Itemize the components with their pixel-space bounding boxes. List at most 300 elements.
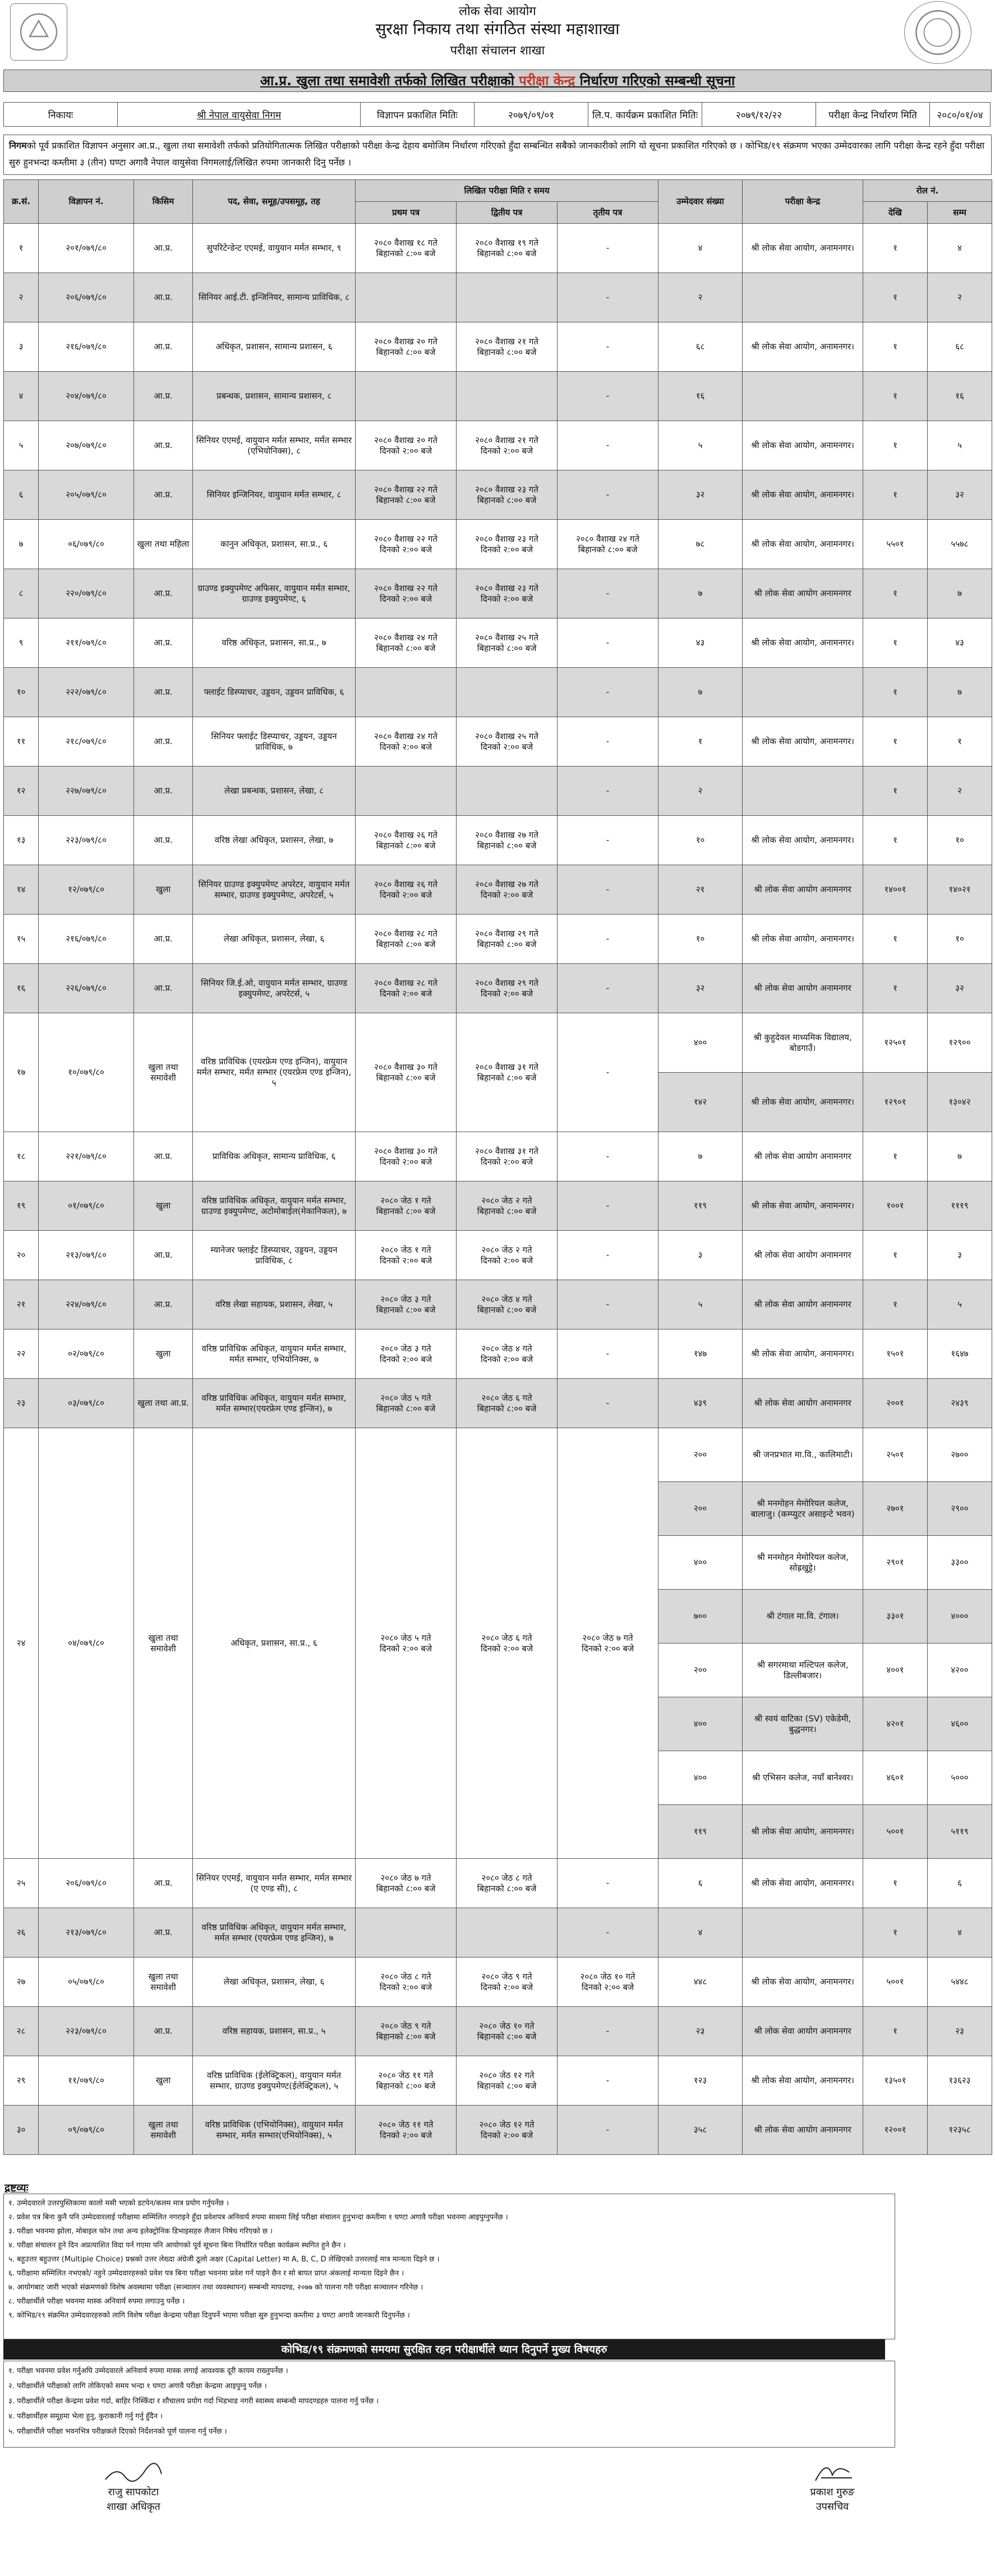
row-paper-3: - [558, 224, 658, 273]
row-roll-from: १ [863, 372, 928, 421]
row-paper-3: २०८० जेठ १० गते दिनको २:०० बजे [558, 1958, 658, 2007]
row-adv-no: २२४/०७९/८० [39, 1280, 134, 1329]
row-paper-1: २०८० वैशाख २० गते बिहानको ८:०० बजे [356, 322, 457, 372]
row-roll-to: २४३९ [928, 1379, 992, 1428]
row-roll-to: ५ [928, 421, 992, 470]
row-adv-no: २०१/०७९/८० [39, 224, 134, 273]
footnote-item: ३. परीक्षा भवनमा झोला, मोबाइल फोन तथा अन्य इलेक्ट्रोनिक डिभाइसहरु लैजान निषेध गरिएको छ । [8, 2227, 273, 2236]
row-count: ४ [658, 1908, 743, 1958]
row-paper-2: २०८० जेठ २ गते बिहानको ८:०० बजे [457, 1181, 558, 1231]
row-count: ४३९ [658, 1379, 743, 1428]
col-header-type: किसिम [134, 180, 193, 224]
row-paper-2: २०८० जेठ १२ गते दिनको २:०० बजे [457, 2106, 558, 2155]
row-center: श्री लोक सेवा आयोग, अनामनगर। [743, 915, 863, 964]
row-paper-2 [457, 668, 558, 717]
row-roll-to: २ [928, 767, 992, 816]
row-count: ११९ [658, 1181, 743, 1231]
row-paper-2: २०८० जेठ ६ गते दिनको २:०० बजे [457, 1428, 558, 1859]
row-adv-no: १०/०७९/८० [39, 1013, 134, 1132]
footnote-item: १. उम्मेदवारले उत्तरपुस्तिकामा कालो मसी भएको डटपेन/कलम मात्र प्रयोग गर्नुपर्नेछ । [8, 2199, 229, 2208]
row-center: श्री सगरमाथा मल्टिपल कलेज, डिल्लीबजार। [743, 1644, 863, 1697]
row-count: ७ [658, 1132, 743, 1181]
org-label: निकायः [4, 103, 118, 127]
row-count: ११९ [658, 1805, 743, 1859]
row-type: खुला तथा समावेशी [134, 1428, 193, 1859]
row-paper-2: २०८० वैशाख २५ गते बिहानको ८:०० बजे [457, 618, 558, 668]
row-paper-1: २०८० वैशाख २६ गते बिहानको ८:०० बजे [356, 816, 457, 865]
table-row [4, 322, 992, 372]
row-post: वरिष्ठ प्राविधिक अधिकृत, वायुयान मर्मत सम्भार, मर्मत सम्भार (एयरफ्रेम एण्ड इन्जिन), ७ [193, 1908, 356, 1958]
center-date-value: २०८०/०१/०४ [930, 103, 991, 127]
row-center: श्री लोक सेवा आयोग, अनामनगर। [743, 470, 863, 520]
row-sn: २० [4, 1231, 39, 1280]
row-type: आ.प्र. [134, 668, 193, 717]
footnote-title: द्रष्टव्यः [4, 2182, 29, 2194]
row-sn: २५ [4, 1859, 39, 1908]
footnote-item: ७. आयोगबाट जारी भएको संक्रमणको विशेष अवस्थामा परीक्षा (सञ्चालन तथा व्यवस्थापन) सम्बन्धी मापदण्ड, २०७७ को पालना गरी परीक्षा सञ्चालन गरिनेछ । [8, 2283, 423, 2292]
row-center: श्री स्वयं वाटिका (SV) एकेडेमी, बुद्धनगर। [743, 1697, 863, 1751]
header-line-3: परीक्षा संचालन शाखा [450, 44, 545, 58]
row-roll-from: १ [863, 224, 928, 273]
row-roll-to: ५००० [928, 1751, 992, 1805]
row-roll-from: १ [863, 1908, 928, 1958]
row-count: ३५८ [658, 2106, 743, 2155]
row-paper-1: २०८० जेठ ९ गते बिहानको ८:०० बजे [356, 2007, 457, 2056]
row-adv-no: २११/०७९/८० [39, 618, 134, 668]
covid-item: ४. परीक्षार्थीहरु समूहमा भेला हुनु, कुराकानी गर्नु गर्नु हुँदैन । [8, 2412, 163, 2421]
header [0, 0, 995, 67]
row-count: १४२ [658, 1073, 743, 1132]
row-adv-no: २२१/०७९/८० [39, 1132, 134, 1181]
row-paper-1: २०८० वैशाख २४ गते बिहानको ८:०० बजे [356, 618, 457, 668]
signature-left-name: राजु सापकोटा [108, 2486, 159, 2498]
row-adv-no: २१६/०७९/८० [39, 915, 134, 964]
col-header-center: परीक्षा केन्द्र [743, 180, 863, 224]
footnote-item: ५. बहुउत्तर बहुउत्तर (Multiple Choice) प्रश्नको उत्तर लेख्दा अंग्रेजी ठूलो अक्षर (Capital Letter) मा A, B, C, D लेखिएको उत्तरलाई मात्र मान्यता दिइने छ । [8, 2255, 440, 2264]
row-roll-to: ४६०० [928, 1697, 992, 1751]
row-paper-1 [356, 273, 457, 322]
row-center: श्री लोक सेवा आयोग, अनामनगर। [743, 816, 863, 865]
row-paper-1: २०८० वैशाख २६ गते दिनको २:०० बजे [356, 865, 457, 915]
row-adv-no: २१६/०७९/८० [39, 322, 134, 372]
footnote-item: २. प्रवेश पत्र बिना कुनै पनि उम्मेदवारलाई परीक्षामा सम्मिलित नगराइने हुँदा प्रवेशपत्र अनिवार्य रुपमा साथमा लिई परीक्षा संचालन हुनुभन्दा कम्तीमा १ घण्टा अगावै परीक्षा भवनमा आइपुग्नुपर्नेछ । [8, 2213, 508, 2222]
row-type: खुला तथा आ.प्र. [134, 1379, 193, 1428]
row-paper-1: २०८० जेठ ३ गते दिनको २:०० बजे [356, 1329, 457, 1379]
row-adv-no: २२२/०७९/८० [39, 668, 134, 717]
row-sn: ७ [4, 520, 39, 569]
table-row [4, 1428, 992, 1482]
row-center [743, 372, 863, 421]
row-roll-to: २३ [928, 2007, 992, 2056]
row-paper-3: - [558, 322, 658, 372]
row-paper-1: २०८० जेठ ११ गते दिनको २:०० बजे [356, 2106, 457, 2155]
row-post: वरिष्ठ लेखा सहायक, प्रशासन, लेखा, ५ [193, 1280, 356, 1329]
row-paper-3: - [558, 767, 658, 816]
row-roll-from: ५००१ [863, 1958, 928, 2007]
row-paper-1: २०८० जेठ ३ गते बिहानको ८:०० बजे [356, 1280, 457, 1329]
row-post: वरिष्ठ प्राविधिक अधिकृत, वायुयान मर्मत सम्भार, ग्राउण्ड इक्युपमेण्ट, अटोमोबाईल(मेकानिकल), ७ [193, 1181, 356, 1231]
covid-list [3, 2361, 895, 2448]
row-roll-to: १११९ [928, 1181, 992, 1231]
table-row [4, 1181, 992, 1231]
col-header-roll-group: रोल नं. [863, 180, 992, 202]
row-roll-from: १ [863, 964, 928, 1013]
row-type: आ.प्र. [134, 964, 193, 1013]
row-count: ३२ [658, 964, 743, 1013]
row-type: आ.प्र. [134, 618, 193, 668]
row-sn: १ [4, 224, 39, 273]
col-header-paper-1: प्रथम पत्र [356, 202, 457, 224]
row-type: आ.प्र. [134, 1908, 193, 1958]
row-paper-3: - [558, 2056, 658, 2106]
row-center: श्री लोक सेवा आयोग, अनामनगर। [743, 1958, 863, 2007]
row-sn: १५ [4, 915, 39, 964]
row-roll-to: १ [928, 717, 992, 767]
row-center: श्री लोक सेवा आयोग, अनामनगर। [743, 520, 863, 569]
table-row [4, 915, 992, 964]
row-post: ग्राउण्ड इक्युपमेण्ट अफिसर, वायुयान मर्मत सम्भार, ग्राउण्ड इक्युपमेण्ट, ६ [193, 569, 356, 618]
row-count: २ [658, 767, 743, 816]
row-adv-no: २१८/०७९/८० [39, 717, 134, 767]
col-header-post: पद, सेवा, समूह/उपसमूह, तह [193, 180, 356, 224]
row-center: श्री लोक सेवा आयोग, अनामनगर। [743, 1329, 863, 1379]
row-count: ६ [658, 1859, 743, 1908]
row-post: सिनियर एएमई, वायुयान मर्मत सम्भार, मर्मत सम्भार (ए एण्ड सी), ८ [193, 1859, 356, 1908]
row-post: सुपरिटेन्डेन्ट एएमई, वायुयान मर्मत सम्भार, ९ [193, 224, 356, 273]
row-paper-2: २०८० वैशाख १९ गते बिहानको ८:०० बजे [457, 224, 558, 273]
row-count: ४४८ [658, 1958, 743, 2007]
row-adv-no: ०६/०७९/८० [39, 520, 134, 569]
row-roll-from: ३३०१ [863, 1590, 928, 1644]
row-roll-to: १२९०० [928, 1013, 992, 1073]
table-row [4, 520, 992, 569]
row-paper-2: २०८० वैशाख २१ गते दिनको २:०० बजे [457, 421, 558, 470]
row-paper-1 [356, 372, 457, 421]
row-sn: १६ [4, 964, 39, 1013]
row-paper-3: - [558, 1329, 658, 1379]
table-row [4, 717, 992, 767]
row-sn: ३ [4, 322, 39, 372]
row-type: आ.प्र. [134, 569, 193, 618]
intro-note [3, 135, 992, 175]
table-row [4, 1958, 992, 2007]
row-post: फ्लाईट डिस्प्याचर, उड्डयन, उड्डयन प्राविधिक, ६ [193, 668, 356, 717]
row-paper-1: २०८० वैशाख २० गते दिनको २:०० बजे [356, 421, 457, 470]
row-center: श्री लोक सेवा आयोग, अनामनगर। [743, 1859, 863, 1908]
signature-right [776, 2458, 888, 2514]
org-value: श्री नेपाल वायुसेवा निगम [118, 103, 361, 127]
row-sn: ११ [4, 717, 39, 767]
row-paper-3: - [558, 865, 658, 915]
row-type: आ.प्र. [134, 1132, 193, 1181]
table-row [4, 1329, 992, 1379]
row-center: श्री लोक सेवा आयोग, अनामनगर। [743, 2056, 863, 2106]
row-post: सिनियर इन्जिनियर, वायुयान मर्मत सम्भार, ८ [193, 470, 356, 520]
table-row [4, 273, 992, 322]
row-center: श्री जनप्रभात मा.वि., कालिमाटी। [743, 1428, 863, 1482]
row-post: वरिष्ठ अधिकृत, प्रशासन, सा.प्र., ७ [193, 618, 356, 668]
exam-schedule-table [3, 179, 992, 2155]
row-post: वरिष्ठ प्राविधिक (एयरफ्रेम एण्ड इन्जिन), वायुयान मर्मत सम्भार, मर्मत सम्भार (एयरफ्रेम एण्ड इन्जिन), ५ [193, 1013, 356, 1132]
row-paper-2 [457, 372, 558, 421]
row-type: आ.प्र. [134, 421, 193, 470]
row-paper-3: - [558, 1132, 658, 1181]
row-count: १४७ [658, 1329, 743, 1379]
row-count: १ [658, 717, 743, 767]
row-post: सिनियर ग्राउण्ड इक्युपमेण्ट अपरेटर, वायुयान मर्मत सम्भार, ग्राउण्ड इक्युपमेण्ट, अपरेटर्स, ५ [193, 865, 356, 915]
row-paper-2: २०८० वैशाख २१ गते बिहानको ८:०० बजे [457, 322, 558, 372]
row-post: वरिष्ठ प्राविधिक अधिकृत, वायुयान मर्मत सम्भार, मर्मत सम्भार(एयरफ्रेम एण्ड इन्जिन), ७ [193, 1379, 356, 1428]
row-adv-no: २१३/०७९/८० [39, 1908, 134, 1958]
row-type: आ.प्र. [134, 273, 193, 322]
row-paper-3: - [558, 1908, 658, 1958]
row-roll-to: ६ [928, 1859, 992, 1908]
row-paper-2: २०८० वैशाख २९ गते दिनको २:०० बजे [457, 964, 558, 1013]
row-roll-to: ५५७८ [928, 520, 992, 569]
row-roll-to: ४२०० [928, 1644, 992, 1697]
note-text: को पूर्व प्रकाशित विज्ञापन अनुसार आ.प्र., खुला तथा समावेशी तर्फको प्रतियोगितात्मक लिखित परीक्षाको परीक्षा केन्द्र देहाय बमोजिम निर्धारण गरिएको हुँदा सम्बन्धित सबैको जानकारीको लागि यो सूचना प्रकाशित गरिएको छ । कोभिड/१९ संक्रमण भएका उम्मेदवारका लागि परीक्षा केन्द्र रहने हुँदा परीक्षा सुरु हुनभन्दा कम्तीमा ३ (तीन) घण्टा अगावै नेपाल वायुसेवा निगमलाई/लिखित रुपमा जानकारी दिनु पर्नेछ । [9, 140, 985, 168]
row-paper-2: २०८० जेठ ६ गते बिहानको ८:०० बजे [457, 1379, 558, 1428]
row-paper-3: - [558, 2007, 658, 2056]
row-adv-no: ११/०७९/८० [39, 2056, 134, 2106]
row-count: २०० [658, 1482, 743, 1536]
signature-right-name: प्रकाश गुरुङ [810, 2486, 855, 2498]
row-count: ५ [658, 421, 743, 470]
row-sn: १३ [4, 816, 39, 865]
row-roll-to: ३३०० [928, 1536, 992, 1590]
row-center: श्री लोक सेवा आयोग, अनामनगर। [743, 224, 863, 273]
row-sn: १८ [4, 1132, 39, 1181]
row-post: लेखा अधिकृत, प्रशासन, लेखा, ६ [193, 915, 356, 964]
row-roll-from: १ [863, 618, 928, 668]
row-roll-from: १ [863, 1132, 928, 1181]
row-type: आ.प्र. [134, 1859, 193, 1908]
col-header-paper-2: द्वितीय पत्र [457, 202, 558, 224]
row-paper-3: - [558, 618, 658, 668]
row-post: लेखा प्रबन्धक, प्रशासन, लेखा, ८ [193, 767, 356, 816]
adv-date-value: २०७९/०९/०१ [475, 103, 588, 127]
row-paper-1: २०८० वैशाख ३० गते दिनको २:०० बजे [356, 1132, 457, 1181]
row-paper-3: - [558, 1181, 658, 1231]
row-count: ४०० [658, 1751, 743, 1805]
row-adv-no: ०५/०७९/८० [39, 1958, 134, 2007]
row-type: आ.प्र. [134, 1231, 193, 1280]
row-roll-from: १ [863, 1859, 928, 1908]
row-roll-from: ४००१ [863, 1644, 928, 1697]
row-center: श्री लोक सेवा आयोग, अनामनगर। [743, 717, 863, 767]
row-roll-from: १ [863, 717, 928, 767]
row-roll-from: २५०१ [863, 1428, 928, 1482]
row-roll-from: १२५०१ [863, 1013, 928, 1073]
row-roll-from: १२००१ [863, 2106, 928, 2155]
row-post: प्रबन्धक, प्रशासन, सामान्य प्रशासन, ८ [193, 372, 356, 421]
row-center: श्री कुहुदेवल माध्यमिक विद्यालय, बोडगाउँ। [743, 1013, 863, 1073]
row-roll-to: ३२ [928, 964, 992, 1013]
row-roll-to: १६ [928, 372, 992, 421]
row-roll-to: १० [928, 915, 992, 964]
row-center: श्री टंगाल मा.वि. टंगाल। [743, 1590, 863, 1644]
row-roll-from: १ [863, 1231, 928, 1280]
row-roll-to: १२३५८ [928, 2106, 992, 2155]
row-count: ३ [658, 1231, 743, 1280]
table-row [4, 1231, 992, 1280]
row-sn: १९ [4, 1181, 39, 1231]
row-center: श्री मनमोहन मेमोरियल कलेज, बालाजु। (कम्प्युटर असाइन्टे भवन) [743, 1482, 863, 1536]
row-paper-1: २०८० जेठ ८ गते दिनको २:०० बजे [356, 1958, 457, 2007]
header-line-2: सुरक्षा निकाय तथा संगठित संस्था महाशाखा [375, 20, 620, 38]
row-type: आ.प्र. [134, 2007, 193, 2056]
row-paper-3: - [558, 1379, 658, 1428]
row-center [743, 668, 863, 717]
table-row [4, 1132, 992, 1181]
notice-title [3, 70, 992, 92]
row-sn: २१ [4, 1280, 39, 1329]
row-roll-to: ५११९ [928, 1805, 992, 1859]
row-roll-from: २७०१ [863, 1482, 928, 1536]
row-type: आ.प्र. [134, 767, 193, 816]
row-adv-no: २२७/०७९/८० [39, 767, 134, 816]
row-paper-2: २०८० वैशाख २५ गते दिनको २:०० बजे [457, 717, 558, 767]
row-paper-1: २०८० जेठ ११ गते बिहानको ८:०० बजे [356, 2056, 457, 2106]
row-paper-3: - [558, 964, 658, 1013]
row-sn: १४ [4, 865, 39, 915]
row-paper-3: - [558, 717, 658, 767]
row-paper-2 [457, 1908, 558, 1958]
row-roll-from: १००१ [863, 1181, 928, 1231]
row-adv-no: २०४/०७९/८० [39, 372, 134, 421]
row-count: ४०० [658, 1013, 743, 1073]
row-roll-to: १६४७ [928, 1329, 992, 1379]
row-paper-3: - [558, 1859, 658, 1908]
row-paper-2: २०८० वैशाख २३ गते बिहानको ८:०० बजे [457, 470, 558, 520]
info-row [3, 102, 991, 127]
row-count: २३ [658, 2007, 743, 2056]
row-roll-from: ५००१ [863, 1805, 928, 1859]
row-center: श्री लोक सेवा आयोग अनामनगर [743, 1280, 863, 1329]
row-paper-2: २०८० जेठ ४ गते बिहानको ८:०० बजे [457, 1280, 558, 1329]
row-paper-1 [356, 1908, 457, 1958]
row-type: खुला तथा महिला [134, 520, 193, 569]
row-post: वरिष्ठ प्राविधिक अधिकृत, वायुयान मर्मत सम्भार, मर्मत सम्भार, एभियोनिक्स, ७ [193, 1329, 356, 1379]
row-roll-to: ३२ [928, 470, 992, 520]
row-roll-from: ५५०१ [863, 520, 928, 569]
row-roll-from: १५०१ [863, 1329, 928, 1379]
row-post: सिनियर एएमई, वायुयान मर्मत सम्भार, मर्मत सम्भार (एभियोनिक्स), ८ [193, 421, 356, 470]
row-adv-no: २०७/०७९/८० [39, 421, 134, 470]
row-sn: ८ [4, 569, 39, 618]
row-type: खुला [134, 1329, 193, 1379]
row-center [743, 273, 863, 322]
row-roll-from: २९०१ [863, 1536, 928, 1590]
row-paper-2: २०८० वैशाख २३ गते दिनको २:०० बजे [457, 520, 558, 569]
row-paper-1: २०८० वैशाख २८ गते दिनको २:०० बजे [356, 964, 457, 1013]
row-type: खुला [134, 865, 193, 915]
row-roll-to: १४०२१ [928, 865, 992, 915]
col-header-roll-to: सम्म [928, 202, 992, 224]
row-paper-1: २०८० वैशाख ३० गते बिहानको ८:०० बजे [356, 1013, 457, 1132]
row-adv-no: २०६/०७९/८० [39, 1859, 134, 1908]
row-center: श्री लोक सेवा आयोग अनामनगर [743, 1132, 863, 1181]
covid-title: कोभिड/१९ संक्रमणको समयमा सुरक्षित रहन परीक्षार्थीले ध्यान दिनुपर्ने मुख्य विषयहरु [3, 2339, 885, 2360]
row-center: श्री लोक सेवा आयोग, अनामनगर। [743, 1805, 863, 1859]
col-header-adv-no: विज्ञापन नं. [39, 180, 134, 224]
title-part-red: परीक्षा केन्द्र [519, 73, 575, 89]
covid-item: ५. परीक्षार्थीले परीक्षा भवनभित्र परीक्षकले दिएको निर्देशनको पूर्ण पालना गर्नु पर्नेछ । [8, 2427, 227, 2436]
row-type: आ.प्र. [134, 470, 193, 520]
table-row [4, 767, 992, 816]
table-row [4, 2106, 992, 2155]
signature-right-icon [799, 2458, 866, 2485]
row-count: ४०० [658, 1536, 743, 1590]
row-count: १० [658, 816, 743, 865]
row-paper-3: - [558, 915, 658, 964]
row-paper-2: २०८० जेठ १२ गते बिहानको ८:०० बजे [457, 2056, 558, 2106]
row-adv-no: ०१/०७९/८० [39, 1181, 134, 1231]
row-paper-1: २०८० वैशाख २२ गते दिनको २:०० बजे [356, 569, 457, 618]
row-paper-1: २०८० वैशाख १८ गते बिहानको ८:०० बजे [356, 224, 457, 273]
row-center: श्री लोक सेवा आयोग अनामनगर [743, 1231, 863, 1280]
row-paper-2: २०८० वैशाख २७ गते दिनको २:०० बजे [457, 865, 558, 915]
row-adv-no: ०२/०७९/८० [39, 1329, 134, 1379]
row-sn: २४ [4, 1428, 39, 1859]
psc-seal-icon [904, 1, 971, 64]
covid-item: ३. परीक्षार्थीले परीक्षा केन्द्रमा प्रवेश गर्दा, बाहिर निस्किँदा र शौचालय प्रयोग गर्दा भिडभाड नगरी स्वास्थ्य सम्बन्धी मापदण्डहरु पालना गर्नु पर्नेछ । [8, 2397, 379, 2406]
row-roll-to: ४००० [928, 1590, 992, 1644]
row-center: श्री लोक सेवा आयोग अनामनगर [743, 2007, 863, 2056]
row-paper-3: - [558, 421, 658, 470]
row-count: २०० [658, 1644, 743, 1697]
row-sn: २८ [4, 2007, 39, 2056]
row-roll-to: ४ [928, 224, 992, 273]
row-roll-from: १ [863, 470, 928, 520]
row-roll-from: १ [863, 421, 928, 470]
row-roll-from: १ [863, 2007, 928, 2056]
row-count: ७ [658, 668, 743, 717]
table-row [4, 618, 992, 668]
row-paper-2: २०८० वैशाख २३ गते दिनको २:०० बजे [457, 569, 558, 618]
row-paper-2 [457, 273, 558, 322]
row-roll-to: ५ [928, 1280, 992, 1329]
row-center: श्री लोक सेवा आयोग अनामनगर [743, 569, 863, 618]
signature-left [77, 2463, 190, 2514]
row-paper-3: - [558, 2106, 658, 2155]
row-center: श्री लोक सेवा आयोग, अनामनगर। [743, 618, 863, 668]
row-post: प्राविधिक अधिकृत, सामान्य प्राविधिक, ६ [193, 1132, 356, 1181]
covid-item: २. परीक्षार्थीले परीक्षाको लागि तोकिएको समय भन्दा १ घण्टा अगावै परीक्षा केन्द्रमा आइपुग्नु पर्नेछ । [8, 2382, 267, 2390]
row-paper-2: २०८० जेठ १० गते बिहानको ८:०० बजे [457, 2007, 558, 2056]
row-center: श्री लोक सेवा आयोग, अनामनगर। [743, 1181, 863, 1231]
row-post: सिनियर आई.टी. इन्जिनियर, सामान्य प्राविधिक, ८ [193, 273, 356, 322]
row-adv-no: २२३/०७९/८० [39, 2007, 134, 2056]
row-roll-from: १ [863, 915, 928, 964]
row-type: आ.प्र. [134, 915, 193, 964]
footnote-item: ४. परीक्षा संचालन हुने दिन अप्रत्याशित विदा पर्न गएमा पनि आयोगको पूर्व सूचना बिना निर्धारित परीक्षा कार्यक्रम स्थगित हुने छैन । [8, 2241, 346, 2250]
row-paper-2: २०८० वैशाख ३१ गते बिहानको ८:०० बजे [457, 1013, 558, 1132]
row-paper-3: २०८० वैशाख २४ गते बिहानको ८:०० बजे [558, 520, 658, 569]
table-row [4, 224, 992, 273]
title-part-2: निर्धारण गरिएको सम्बन्धी सूचना [575, 73, 735, 89]
footnote-item: ९. कोभिड/१९ संक्रमित उम्मेदवारहरुको लागि विशेष परीक्षा केन्द्रमा परीक्षा दिनुपर्ने भएमा परीक्षा सुरु हुनुभन्दा कम्तीमा ३ घण्टा अगावै जानकारी दिनुपर्नेछ । [8, 2311, 410, 2320]
row-paper-1: २०८० जेठ ७ गते बिहानको ८:०० बजे [356, 1859, 457, 1908]
row-count: २१ [658, 865, 743, 915]
row-sn: २७ [4, 1958, 39, 2007]
row-paper-2: २०८० जेठ ४ गते दिनको २:०० बजे [457, 1329, 558, 1379]
row-center: श्री लोक सेवा आयोग अनामनगर [743, 2106, 863, 2155]
footnotes [3, 2194, 895, 2339]
table-row [4, 2056, 992, 2106]
table-row [4, 421, 992, 470]
signature-right-title: उपसचिव [816, 2501, 849, 2513]
